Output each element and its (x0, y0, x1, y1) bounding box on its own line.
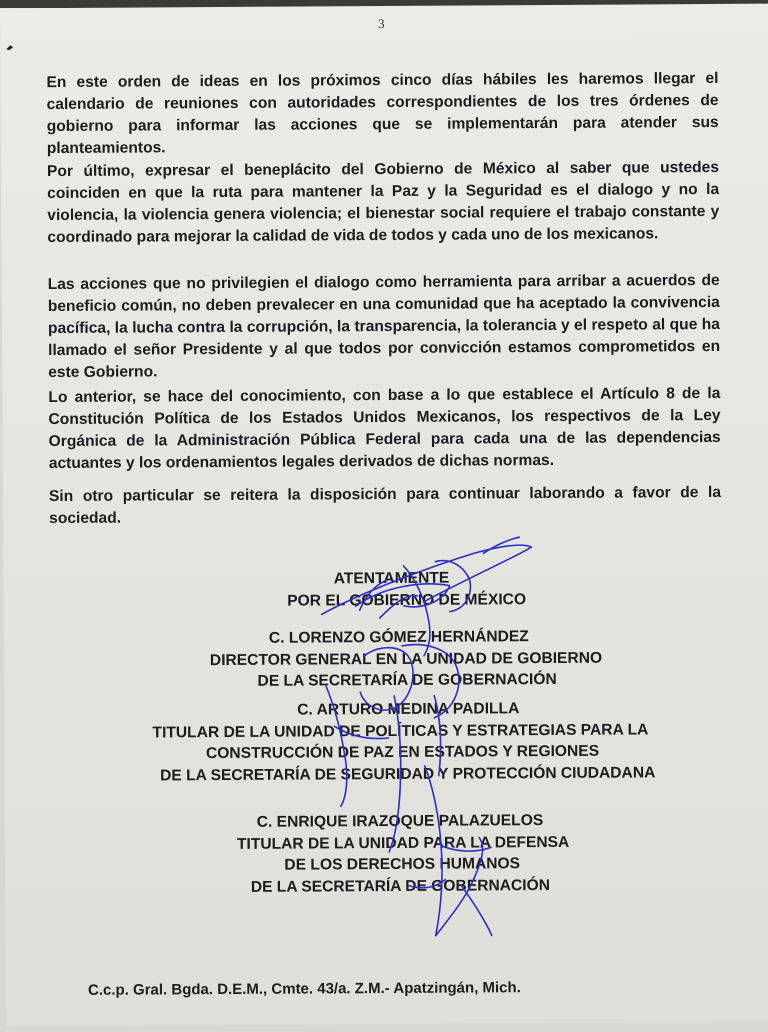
closing-block (3, 566, 768, 614)
paragraph-dialogue: Las acciones que no privilegien el dialogo como herramienta para arribar a acuerdos de beneficio común, no deben prevalecer en una comunidad que ha aceptado la convivencia pacífica, la lucha contra la corrupción, la transparencia, la tolerancia y el respeto al que ha llamado el señor Presidente y al que todos por convicción estamos comprometidos en este Gobierno. (47, 271, 721, 382)
paragraph-calendar: En este orden de ideas en los próximos cinco días hábiles les haremos llegar el calendario de reuniones con autoridades correspondientes de los tres órdenes de gobierno para informar las acciones que se implementarán para atender sus planteamientos. (46, 69, 719, 158)
signatory-name: C. ENRIQUE IRAZOQUE PALAZUELOS (256, 812, 544, 831)
signatory-title-line: DIRECTOR GENERAL EN LA UNIDAD DE GOBIERNO (209, 649, 603, 669)
paragraph-closing: Sin otro particular se reitera la disposición para continuar laborando a favor de la sociedad. (48, 483, 722, 528)
signatory-title-line: TITULAR DE LA UNIDAD PARA LA DEFENSA (236, 833, 570, 853)
carbon-copy-line: C.c.p. Gral. Bgda. D.E.M., Cmte. 43/a. Z.M.- Apatzingán, Mich. (87, 979, 521, 999)
salutation: ATENTAMENTE (333, 569, 450, 588)
page-number: 3 (378, 15, 385, 32)
signatory-name: C. ARTURO MEDINA PADILLA (297, 700, 520, 719)
signatory-title-line: CONSTRUCCIÓN DE PAZ EN ESTADOS Y REGIONES (205, 742, 600, 763)
paragraph-legal-basis: Lo anterior, se hace del conocimiento, con base a lo que establece el Artículo 8 de la Constitución Política de los Estados Unidos Mexicanos, los respectivos de la Ley Orgánica de la Administración Pública Federal para cada una de las dependencias actuantes y los ordenamientos legales derivados de dichas normas. (48, 384, 721, 473)
paragraph-peace: Por último, expresar el beneplácito del Gobierno de México al saber que ustedes coinciden en que la ruta para mantener la Paz y la Seguridad es el dialogo y no la violencia, la violencia genera violencia; el bienestar social requiere el trabajo constante y coordinado para mejorar la calidad de vida de todos y cada uno de los mexicanos. (46, 158, 720, 247)
document-page (0, 4, 768, 1027)
signatory-title-line: DE LA SECRETARÍA DE GOBERNACIÓN (250, 876, 551, 896)
signatory-title-line: TITULAR DE LA UNIDAD DE POLÍTICAS Y ESTRATEGIAS PARA LA (152, 720, 649, 741)
signatory-title-line: DE LOS DERECHOS HUMANOS (284, 855, 521, 874)
ink-speck (5, 43, 15, 51)
signatory-title-line: DE LA SECRETARÍA DE GOBERNACIÓN (257, 670, 557, 690)
on-behalf-line: POR EL GOBIERNO DE MÉXICO (287, 590, 527, 610)
signatory-name: C. LORENZO GÓMEZ HERNÁNDEZ (268, 628, 529, 647)
signatory-3 (5, 809, 768, 900)
signatory-title-line: DE LA SECRETARÍA DE SEGURIDAD Y PROTECCIÓN CIUDADANA (159, 763, 656, 784)
signatory-1 (4, 625, 768, 694)
signatory-2 (4, 697, 768, 788)
